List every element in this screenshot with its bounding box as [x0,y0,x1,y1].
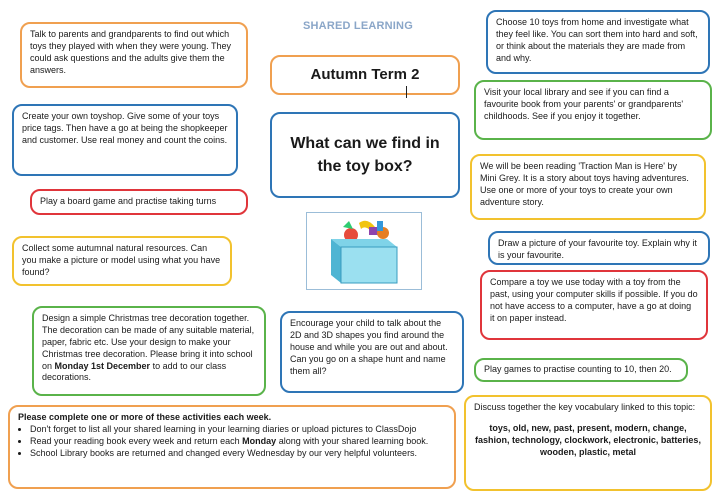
board-game-box [30,189,248,215]
question-title: What can we find in the toy box? [290,134,440,175]
vocab-words: toys, old, new, past, present, modern, change, fashion, technology, clockwork, electronic, batteries, wooden, plastic, metal [475,422,701,458]
ten-toys-text: Choose 10 toys from home and investigate what they feel like. You can sort them into hard and soft, or think about the materials they are made from and why. [496,17,698,63]
shapes-box [280,311,464,393]
footer-bullet-1 [30,424,446,436]
footer-bullet-2-text-a: Read your reading book every week and return each [30,435,240,446]
page-header: SHARED LEARNING [303,20,413,32]
text-cursor [406,86,407,98]
christmas-date: Monday 1st December [54,360,151,371]
christmas-text-part1: Design a simple Christmas tree decoration together. The decoration can be made of any suitable material, paper, fabric etc. Use your design to make your Christmas tree decoration. Please bring it into school on [42,313,255,371]
counting-box [474,358,688,382]
toyshop-activity-box [12,104,238,176]
ten-toys-box [486,10,710,74]
vocab-intro: Discuss together the key vocabulary linked to this topic: [474,402,696,412]
library-box [474,80,712,140]
draw-toy-box [488,231,710,265]
footer-bullet-2-day: Monday [242,435,277,446]
toy-box-icon [307,213,421,289]
footer-bullet-2 [30,436,446,448]
parents-activity-box [20,22,248,88]
compare-toys-box [480,270,708,340]
board-game-text: Play a board game and practise taking turns [40,196,217,207]
autumnal-box [12,236,232,286]
traction-man-text: We will be been reading 'Traction Man is Here' by Mini Grey. It is a story about toys having adventures. Use one or more of your toys to create your own adventure story. [480,161,689,207]
christmas-text-part2: to add to our class decorations. [42,360,227,383]
draw-toy-text: Draw a picture of your favourite toy. Explain why it is your favourite. [498,238,697,260]
shapes-text: Encourage your child to talk about the 2D and 3D shapes you find around the house and while you are out and about. Can you go on a shape hunt and name them all? [290,318,448,376]
vocabulary-box [464,395,712,491]
term-title: Autumn Term 2 [310,66,420,84]
toyshop-activity-text: Create your own toyshop. Give some of your toys price tags. Then have a go at being the shopkeeper and customer. Use real money and count the coins. [22,111,228,145]
question-title-box [270,112,460,198]
compare-toys-text: Compare a toy we use today with a toy from the past, using your computer skills if possible. If you do not have access to a computer, have a go at doing it on paper instead. [490,277,698,323]
footer-bullet-2-text-b: along with your shared learning book. [278,435,429,446]
counting-text: Play games to practise counting to 10, then 20. [484,364,672,375]
footer-bullet-3 [30,448,446,460]
parents-activity-text: Talk to parents and grandparents to find out which toys they played with when they were young. They could ask questions and the adults give them the answers. [30,29,231,75]
library-text: Visit your local library and see if you can find a favourite book from your parents' or grandparents' childhoods. See if you enjoy it together. [484,87,684,121]
footer-heading: Please complete one or more of these activities each week. [18,412,272,422]
footer-bullet-3-text: School Library books are returned and changed every Wednesday by our very helpful volunteers. [30,447,418,458]
christmas-decoration-box [32,306,266,396]
footer-box [8,405,456,489]
traction-man-box [470,154,706,220]
term-title-box [270,55,460,95]
toy-box-image [306,212,422,290]
autumnal-text: Collect some autumnal natural resources. Can you make a picture or model using what you have found? [22,243,221,277]
footer-bullet-1-text: Don't forget to list all your shared learning in your learning diaries or upload pictures to ClassDojo [30,423,417,434]
footer-list [18,424,446,460]
